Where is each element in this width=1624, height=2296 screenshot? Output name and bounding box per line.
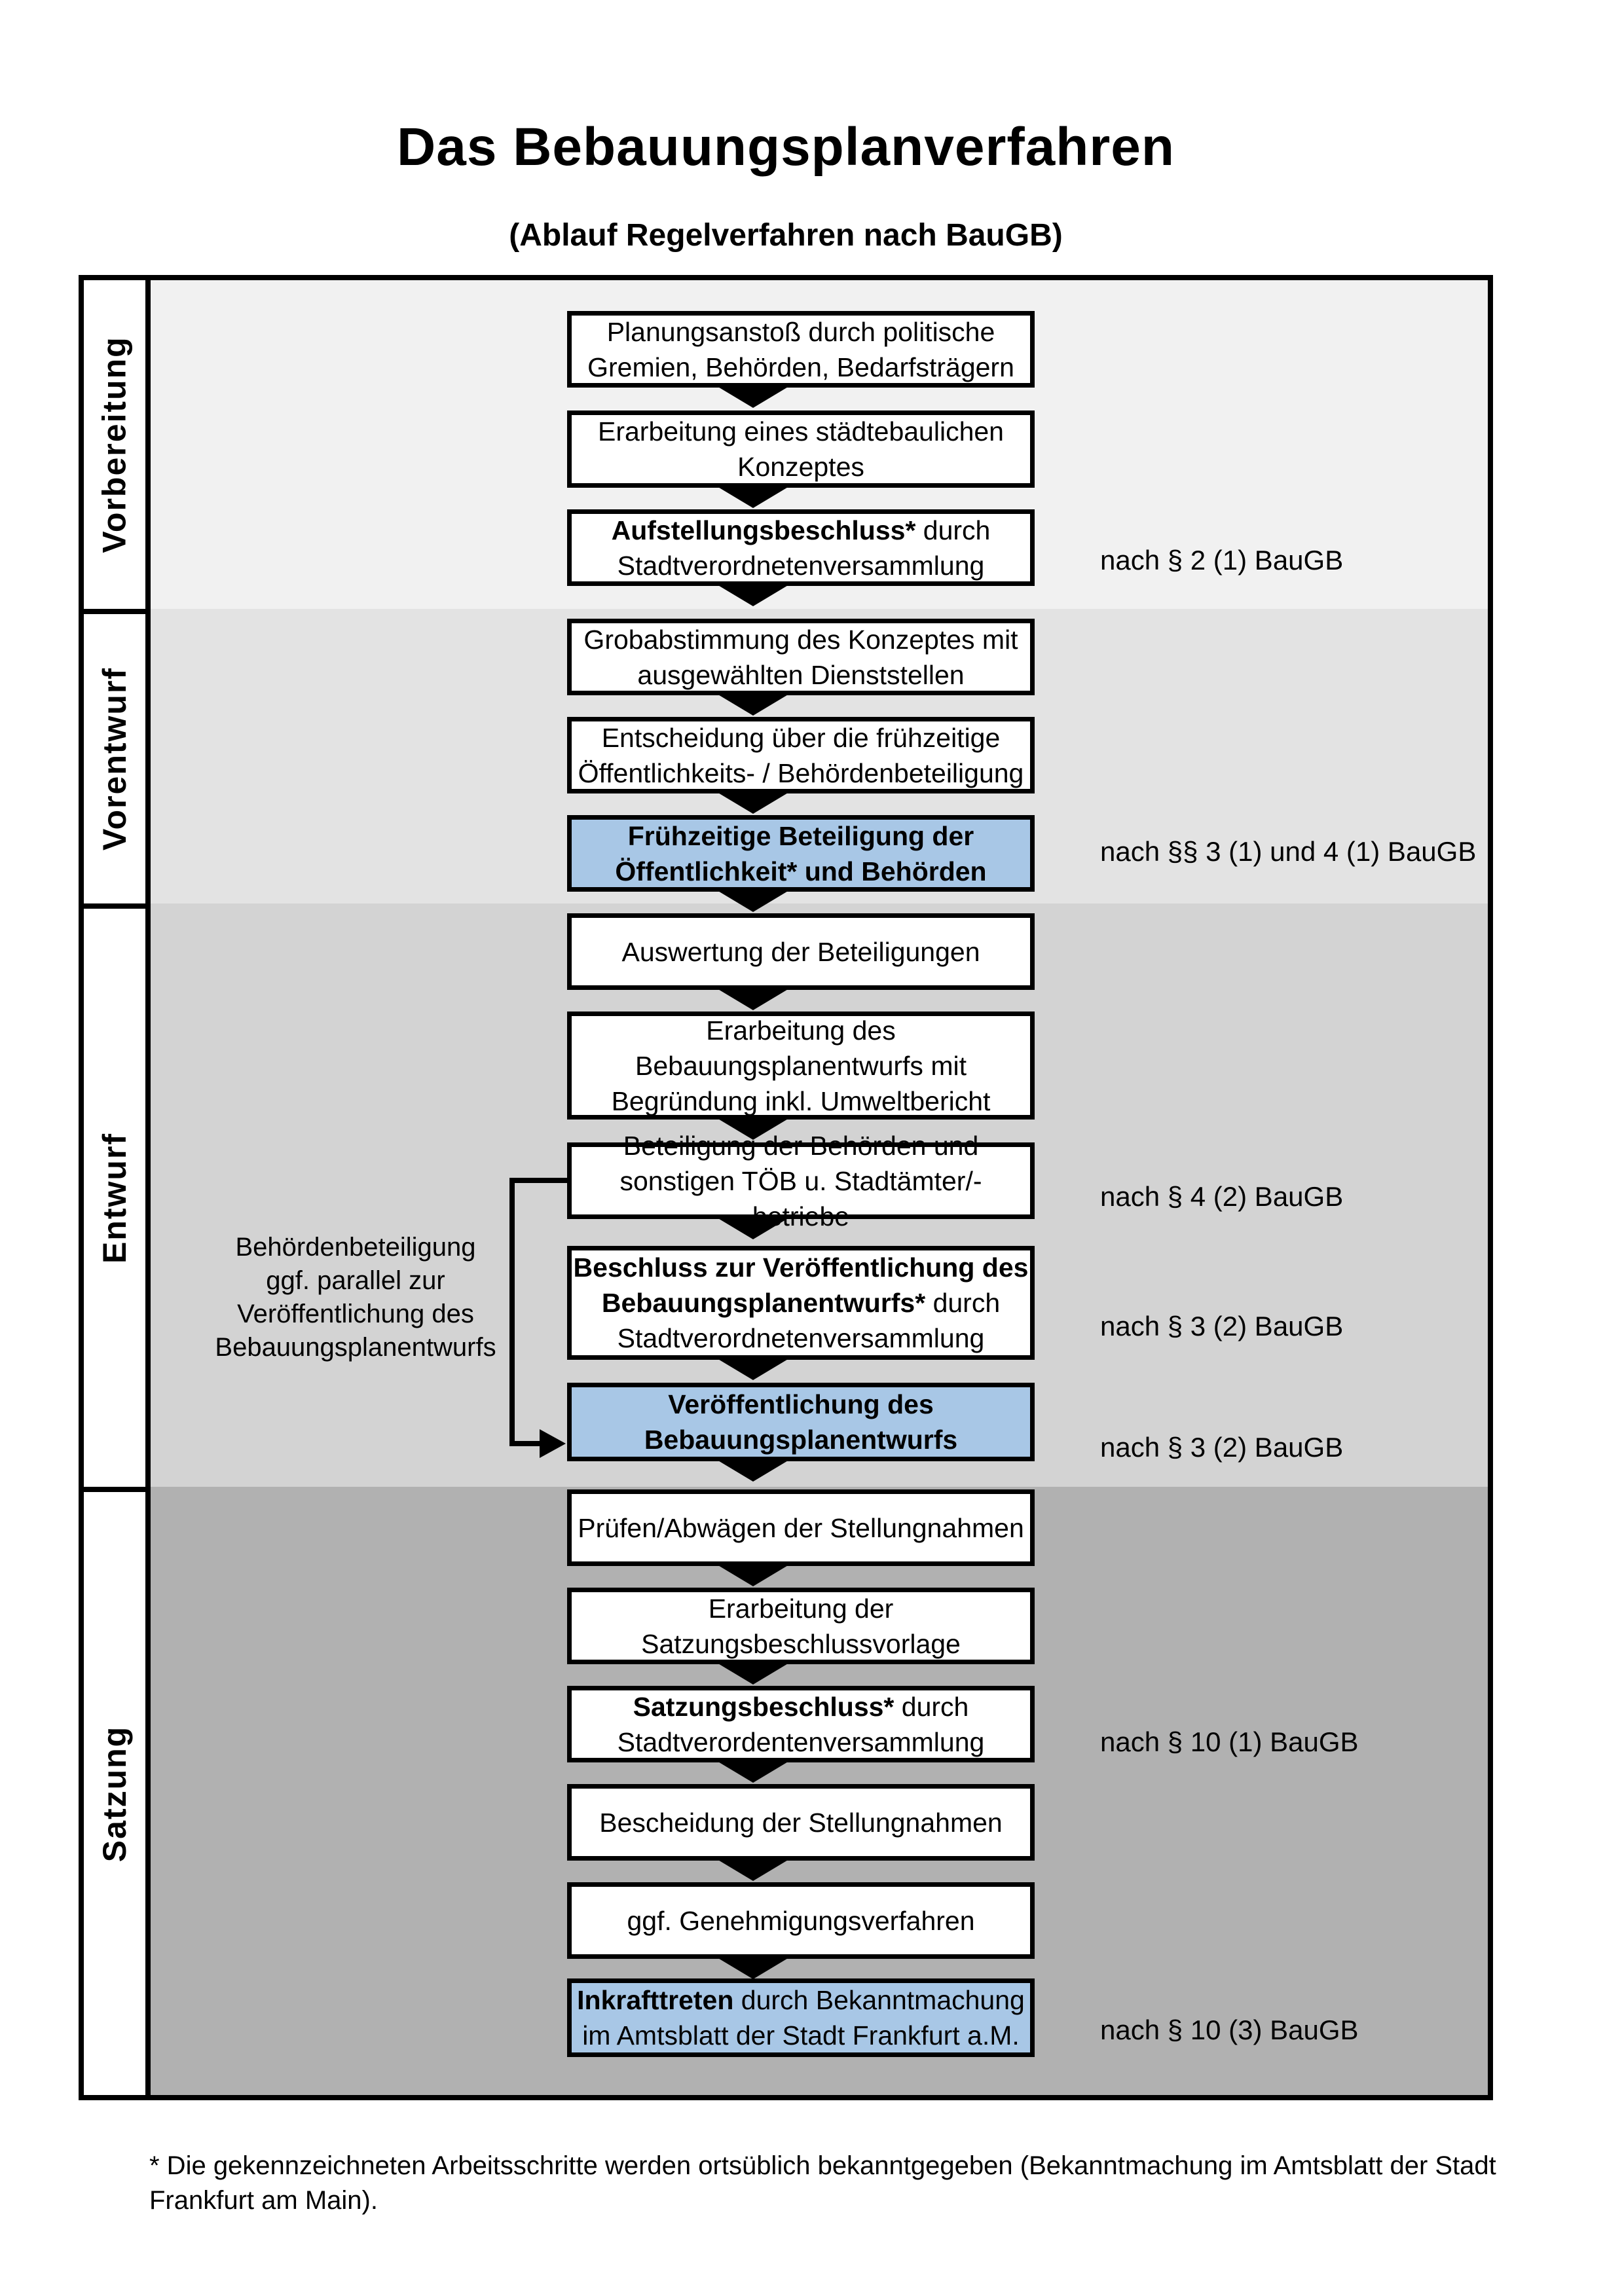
box-line: Entscheidung über die frühzeitige — [601, 722, 1001, 753]
flow-arrow-down-icon — [717, 890, 789, 912]
footnote-line: * Die gekennzeichneten Arbeitsschritte werden ortsüblich bekanntgegeben (Bekanntmachung im Amtsblatt der Stadt — [149, 2151, 1496, 2180]
connector-line — [509, 1441, 541, 1446]
flow-arrow-down-icon — [717, 1761, 789, 1783]
box-line: im Amtsblatt der Stadt Frankfurt a.M. — [582, 2020, 1020, 2050]
process-box-behoerdenbeteiligung — [567, 1130, 1035, 1231]
phase-cell-vorentwurf — [84, 609, 145, 903]
footnote — [149, 2149, 1538, 2218]
flow-arrow-down-icon — [717, 694, 789, 716]
process-box-entscheidung-beteiligung — [567, 717, 1035, 793]
box-line: Bescheidung der Stellungnahmen — [599, 1807, 1003, 1838]
process-box-aufstellungsbeschluss — [567, 509, 1035, 586]
flow-arrow-down-icon — [717, 1218, 789, 1239]
legal-reference: nach §§ 3 (1) und 4 (1) BauGB — [1100, 836, 1477, 867]
flow-arrow-down-icon — [717, 1358, 789, 1380]
box-line: Erarbeitung der — [708, 1593, 894, 1624]
process-box-auswertung — [567, 913, 1035, 990]
phase-label-satzung: Satzung — [96, 1725, 133, 1862]
process-box-veroeffentlichung — [567, 1383, 1035, 1461]
box-line: Frühzeitige Beteiligung der — [627, 820, 974, 851]
box-line: Erarbeitung des — [706, 1015, 896, 1046]
flow-arrow-down-icon — [717, 1663, 789, 1685]
process-box-planungsanstoss — [567, 311, 1035, 388]
process-box-bescheidung — [567, 1784, 1035, 1861]
legal-reference: nach § 4 (2) BauGB — [1100, 1181, 1344, 1212]
phase-cell-satzung — [84, 1487, 145, 2095]
side-note-line: Behördenbeteiligung — [235, 1233, 476, 1262]
footnote-line: Frankfurt am Main). — [149, 2186, 378, 2215]
box-line: Öffentlichkeit* und Behörden — [615, 856, 987, 886]
legal-reference: nach § 10 (3) BauGB — [1100, 2014, 1359, 2045]
legal-reference: nach § 2 (1) BauGB — [1100, 545, 1344, 575]
box-line: Begründung inkl. Umweltbericht — [611, 1085, 991, 1116]
box-line: Auswertung der Beteiligungen — [621, 936, 980, 967]
phase-label-column — [84, 280, 151, 2095]
flow-arrow-down-icon — [717, 792, 789, 814]
legal-reference: nach § 3 (2) BauGB — [1100, 1311, 1344, 1341]
box-line: Stadtverordnetenversammlung — [617, 1323, 985, 1353]
flow-arrow-down-icon — [717, 585, 789, 606]
box-line: Erarbeitung eines städtebaulichen — [598, 416, 1004, 446]
box-line: Grobabstimmung des Konzeptes mit — [583, 624, 1018, 655]
legal-reference: nach § 3 (2) BauGB — [1100, 1432, 1344, 1463]
process-box-veroeffentlichungsbeschluss — [567, 1246, 1035, 1360]
page-title: Das Bebauungsplanverfahren — [397, 117, 1175, 177]
box-line: Inkrafttreten durch Bekanntmachung — [577, 1985, 1025, 2015]
box-line: Öffentlichkeits- / Behördenbeteiligung — [578, 757, 1024, 788]
process-box-genehmigungsverfahren — [567, 1882, 1035, 1959]
box-line: sonstigen TÖB u. Stadtämter/-betriebe — [619, 1165, 982, 1231]
box-line: Stadtverordentenversammlung — [617, 1726, 985, 1757]
flow-arrow-down-icon — [717, 1958, 789, 1979]
flow-arrow-down-icon — [717, 1565, 789, 1586]
flow-arrow-down-icon — [717, 989, 789, 1010]
box-line: Gremien, Behörden, Bedarfsträgern — [587, 352, 1014, 382]
connector-line — [509, 1178, 567, 1183]
box-line: Planungsanstoß durch politische — [606, 316, 995, 347]
box-line: Beteiligung der Behörden und — [623, 1130, 979, 1161]
box-line: Konzeptes — [737, 452, 864, 482]
box-line: Bebauungsplanentwurfs* durch — [601, 1288, 1001, 1318]
box-line: ausgewählten Dienststellen — [637, 659, 965, 690]
process-box-fruehzeitige-beteiligung — [567, 815, 1035, 892]
box-line: Bebauungsplanentwurfs — [644, 1425, 958, 1455]
box-line: Aufstellungsbeschluss* durch — [611, 515, 991, 545]
process-box-inkrafttreten — [567, 1978, 1035, 2057]
flow-arrow-down-icon — [717, 486, 789, 508]
phase-label-entwurf: Entwurf — [96, 1132, 133, 1264]
side-note — [182, 1231, 529, 1364]
process-box-pruefen-abwaegen — [567, 1489, 1035, 1566]
box-line: ggf. Genehmigungsverfahren — [627, 1905, 975, 1936]
flow-arrow-down-icon — [717, 1859, 789, 1881]
process-box-satzungsbeschlussvorlage — [567, 1588, 1035, 1664]
side-note-line: ggf. parallel zur — [266, 1266, 445, 1295]
legal-reference: nach § 10 (1) BauGB — [1100, 1726, 1359, 1757]
flow-arrow-down-icon — [717, 1460, 789, 1482]
box-line: Stadtverordnetenversammlung — [617, 550, 985, 581]
flow-arrow-down-icon — [717, 386, 789, 408]
box-line: Beschluss zur Veröffentlichung des — [573, 1252, 1029, 1283]
process-box-grobabstimmung — [567, 619, 1035, 695]
box-line: Satzungsbeschlussvorlage — [641, 1628, 961, 1659]
box-line: Bebauungsplanentwurfs mit — [635, 1050, 967, 1081]
phase-cell-vorbereitung — [84, 280, 145, 609]
box-line: Veröffentlichung des — [668, 1389, 934, 1419]
process-box-konzept — [567, 410, 1035, 488]
phase-cell-entwurf — [84, 903, 145, 1487]
connector-arrow-right-icon — [540, 1429, 566, 1458]
side-note-line: Bebauungsplanentwurfs — [215, 1333, 496, 1362]
process-box-erarbeitung-entwurf — [567, 1011, 1035, 1120]
phase-label-vorentwurf: Vorentwurf — [96, 666, 133, 851]
box-line: Satzungsbeschluss* durch — [633, 1691, 969, 1722]
phase-label-vorbereitung: Vorbereitung — [96, 336, 134, 553]
diagram-frame — [79, 275, 1493, 2100]
side-note-line: Veröffentlichung des — [237, 1300, 474, 1328]
box-line: Prüfen/Abwägen der Stellungnahmen — [578, 1512, 1024, 1543]
page-subtitle: (Ablauf Regelverfahren nach BauGB) — [509, 218, 1063, 253]
process-box-satzungsbeschluss — [567, 1686, 1035, 1762]
